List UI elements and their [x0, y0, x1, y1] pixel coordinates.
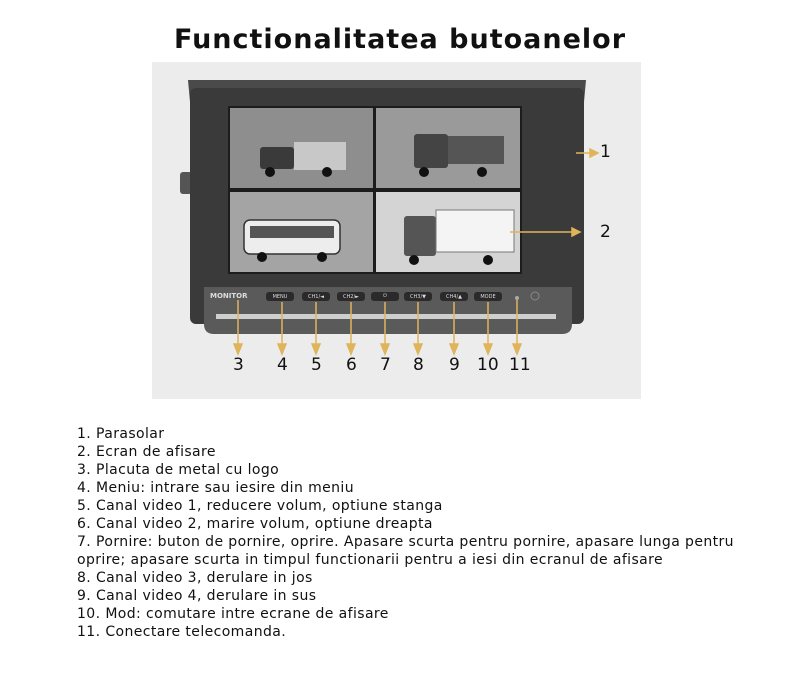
callout-4: 4 — [277, 355, 288, 375]
remote-sensor — [515, 296, 519, 300]
power-button-label: ⏻ — [383, 293, 387, 299]
monitor-illustration — [152, 62, 641, 399]
legend-item: 9. Canal video 4, derulare in sus — [77, 588, 317, 604]
legend-item: 10. Mod: comutare intre ecrane de afisare — [77, 606, 389, 622]
callout-1: 1 — [600, 142, 611, 162]
ch4-button-label: CH4/▲ — [446, 294, 462, 300]
callout-7: 7 — [380, 355, 391, 375]
callout-11: 11 — [509, 355, 531, 375]
menu-button-label: MENU — [272, 294, 288, 300]
ch3-button-label: CH3/▼ — [410, 294, 426, 300]
legend-item: 3. Placuta de metal cu logo — [77, 462, 280, 478]
legend-item: 5. Canal video 1, reducere volum, optiune stanga — [77, 498, 443, 514]
legend-item: 7. Pornire: buton de pornire, oprire. Apasare scurta pentru pornire, apasare lunga pentru oprire; apasare scurta in timpul functionarii pentru a iesi din ecranul de afisare — [77, 534, 734, 568]
legend-item: 1. Parasolar — [77, 426, 165, 442]
page-title: Functionalitatea butoanelor — [173, 24, 627, 55]
callout-5: 5 — [311, 355, 322, 375]
callout-6: 6 — [346, 355, 357, 375]
legend-item: 8. Canal video 3, derulare in jos — [77, 570, 313, 586]
monitor-logo: MONITOR — [210, 292, 248, 300]
metal-strip — [216, 314, 556, 319]
callout-10: 10 — [477, 355, 499, 375]
mode-button-label: MODE — [480, 294, 496, 300]
callout-9: 9 — [449, 355, 460, 375]
legend-item: 4. Meniu: intrare sau iesire din meniu — [77, 480, 354, 496]
ch2-button-label: CH2/► — [343, 294, 359, 300]
callout-8: 8 — [413, 355, 424, 375]
legend-item: 2. Ecran de afisare — [77, 444, 216, 460]
monitor-figure — [152, 62, 641, 399]
legend-item: 11. Conectare telecomanda. — [77, 624, 287, 640]
ch1-button-label: CH1/◄ — [308, 294, 324, 300]
callout-3: 3 — [233, 355, 244, 375]
legend-list — [77, 425, 737, 641]
legend-item: 6. Canal video 2, marire volum, optiune dreapta — [77, 516, 433, 532]
callout-2: 2 — [600, 222, 611, 242]
